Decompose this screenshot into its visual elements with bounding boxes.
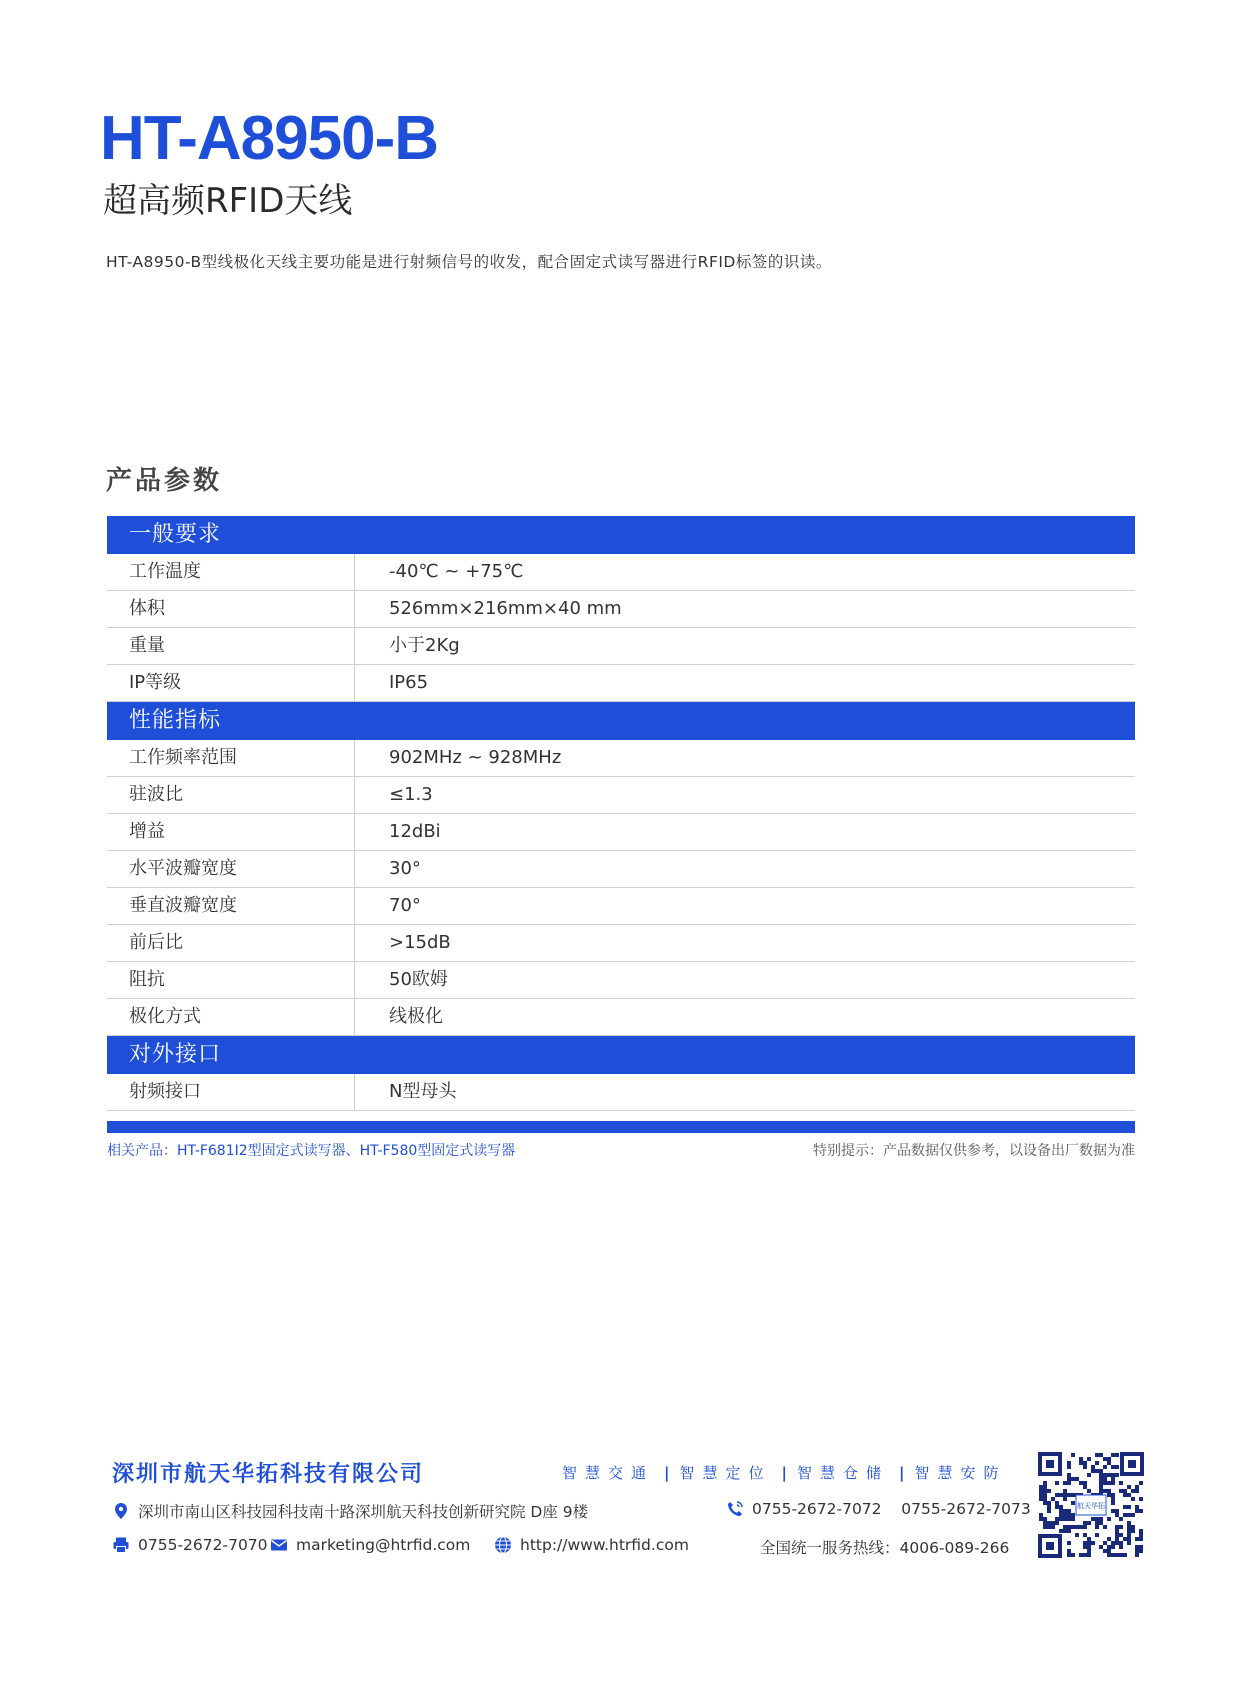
qr-module <box>1067 1477 1071 1481</box>
table-row <box>107 777 1135 814</box>
qr-module <box>1079 1525 1083 1529</box>
fax-number: 0755-2672-7070 <box>138 1536 268 1554</box>
qr-module <box>1083 1481 1087 1485</box>
phone-line <box>726 1500 1031 1518</box>
qr-module <box>1139 1529 1143 1533</box>
row-label: 极化方式 <box>107 999 355 1035</box>
qr-code <box>1038 1452 1144 1558</box>
row-value: 小于2Kg <box>389 635 460 656</box>
table-row <box>107 1074 1135 1111</box>
qr-module <box>1107 1549 1111 1553</box>
qr-module <box>1091 1465 1095 1469</box>
qr-module <box>1135 1545 1139 1549</box>
row-label: 工作温度 <box>107 554 355 590</box>
qr-module <box>1107 1481 1111 1485</box>
address-text: 深圳市南山区科技园科技南十路深圳航天科技创新研究院 D座 9楼 <box>138 1503 589 1521</box>
qr-module <box>1107 1473 1111 1477</box>
row-value: 50欧姆 <box>389 969 448 990</box>
row-label: 前后比 <box>107 925 355 961</box>
row-label: 垂直波瓣宽度 <box>107 888 355 924</box>
fax-icon <box>112 1536 130 1554</box>
hotline-line <box>760 1536 1009 1558</box>
qr-module <box>1087 1545 1091 1549</box>
qr-module <box>1127 1513 1131 1517</box>
qr-module <box>1123 1489 1127 1493</box>
service-item: 智慧交通 <box>562 1464 655 1482</box>
qr-module <box>1039 1489 1043 1493</box>
qr-module <box>1111 1545 1115 1549</box>
qr-module <box>1099 1453 1103 1457</box>
qr-module <box>1123 1513 1127 1517</box>
qr-module <box>1047 1525 1051 1529</box>
qr-module <box>1139 1537 1143 1541</box>
qr-module <box>1107 1553 1111 1557</box>
qr-module <box>1123 1505 1127 1509</box>
service-list <box>562 1462 1007 1483</box>
qr-module <box>1127 1505 1131 1509</box>
qr-module <box>1127 1521 1131 1525</box>
qr-module <box>1091 1469 1095 1473</box>
qr-module <box>1055 1493 1059 1497</box>
qr-module <box>1127 1533 1131 1537</box>
qr-module <box>1075 1533 1079 1537</box>
qr-module <box>1063 1481 1067 1485</box>
mail-icon <box>270 1536 288 1554</box>
hotline-text: 全国统一服务热线：4006-089-266 <box>760 1539 1010 1557</box>
qr-module <box>1083 1485 1087 1489</box>
qr-module <box>1087 1549 1091 1553</box>
qr-module <box>1067 1465 1071 1469</box>
qr-module <box>1103 1481 1107 1485</box>
qr-module <box>1059 1529 1063 1533</box>
qr-module <box>1043 1489 1047 1493</box>
qr-module <box>1091 1541 1095 1545</box>
qr-module <box>1127 1485 1131 1489</box>
qr-module <box>1131 1513 1135 1517</box>
qr-module <box>1115 1537 1119 1541</box>
qr-module <box>1047 1509 1051 1513</box>
qr-module <box>1119 1553 1123 1557</box>
qr-module <box>1119 1525 1123 1529</box>
qr-module <box>1111 1509 1115 1513</box>
qr-module <box>1139 1509 1143 1513</box>
qr-module <box>1139 1549 1143 1553</box>
qr-module <box>1079 1553 1083 1557</box>
qr-module <box>1063 1517 1067 1521</box>
qr-module <box>1047 1521 1051 1525</box>
qr-module <box>1111 1453 1115 1457</box>
qr-module <box>1135 1553 1139 1557</box>
qr-module <box>1107 1545 1111 1549</box>
qr-module <box>1111 1493 1115 1497</box>
qr-module <box>1127 1529 1131 1533</box>
qr-module <box>1083 1525 1087 1529</box>
qr-module <box>1043 1497 1047 1501</box>
qr-module <box>1071 1513 1075 1517</box>
service-separator: | <box>781 1463 787 1482</box>
row-value: 70° <box>389 895 421 916</box>
table-row <box>107 999 1135 1036</box>
qr-module <box>1063 1529 1067 1533</box>
qr-module <box>1115 1553 1119 1557</box>
qr-module <box>1067 1529 1071 1533</box>
qr-module <box>1115 1513 1119 1517</box>
related-products: 相关产品：HT-F681I2型固定式读写器、HT-F580型固定式读写器 <box>107 1143 516 1159</box>
qr-module <box>1107 1457 1111 1461</box>
qr-module <box>1087 1521 1091 1525</box>
qr-module <box>1063 1489 1067 1493</box>
table-end-bar <box>107 1121 1135 1133</box>
qr-module <box>1079 1457 1083 1461</box>
qr-module <box>1123 1537 1127 1541</box>
qr-module <box>1083 1465 1087 1469</box>
qr-module <box>1059 1513 1063 1517</box>
qr-module <box>1067 1481 1071 1485</box>
email-address[interactable]: marketing@htrfid.com <box>296 1536 471 1554</box>
address-line <box>112 1500 588 1522</box>
service-item: 智慧安防 <box>914 1464 1007 1482</box>
qr-module <box>1099 1545 1103 1549</box>
row-label: 驻波比 <box>107 777 355 813</box>
qr-module <box>1111 1541 1115 1545</box>
row-label: 增益 <box>107 814 355 850</box>
email-line <box>270 1536 470 1554</box>
qr-module <box>1055 1521 1059 1525</box>
qr-module <box>1139 1545 1143 1549</box>
globe-icon <box>494 1536 512 1554</box>
qr-module <box>1111 1501 1115 1505</box>
row-label: 重量 <box>107 628 355 664</box>
qr-module <box>1075 1477 1079 1481</box>
qr-module <box>1115 1509 1119 1513</box>
product-description: HT-A8950-B型线极化天线主要功能是进行射频信号的收发，配合固定式读写器进行RFID标签的识读。 <box>106 253 832 271</box>
qr-module <box>1091 1517 1095 1521</box>
data-notice: 特别提示：产品数据仅供参考，以设备出厂数据为准 <box>813 1143 1135 1159</box>
table-row <box>107 665 1135 702</box>
service-separator: | <box>899 1463 905 1482</box>
qr-module <box>1043 1485 1047 1489</box>
qr-module <box>1059 1505 1063 1509</box>
qr-module <box>1067 1493 1071 1497</box>
product-model-title: HT-A8950-B <box>100 104 438 173</box>
qr-module <box>1087 1457 1091 1461</box>
row-label: 工作频率范围 <box>107 740 355 776</box>
qr-module <box>1043 1501 1047 1505</box>
qr-module <box>1119 1545 1123 1549</box>
qr-module <box>1127 1525 1131 1529</box>
qr-module <box>1087 1489 1091 1493</box>
qr-module <box>1067 1553 1071 1557</box>
fax-line <box>112 1536 268 1554</box>
row-value: IP65 <box>389 672 429 693</box>
table-row <box>107 554 1135 591</box>
qr-module <box>1107 1489 1111 1493</box>
qr-module <box>1135 1505 1139 1509</box>
qr-module <box>1067 1509 1071 1513</box>
qr-module <box>1043 1521 1047 1525</box>
qr-module <box>1099 1473 1103 1477</box>
qr-module <box>1063 1493 1067 1497</box>
qr-module <box>1111 1477 1115 1481</box>
table-row <box>107 740 1135 777</box>
qr-module <box>1087 1541 1091 1545</box>
table-row <box>107 591 1135 628</box>
qr-module <box>1103 1457 1107 1461</box>
qr-module <box>1107 1537 1111 1541</box>
qr-module <box>1135 1509 1139 1513</box>
qr-module <box>1067 1517 1071 1521</box>
qr-module <box>1119 1481 1123 1485</box>
group-header-general: 一般要求 <box>107 516 1135 554</box>
qr-module <box>1127 1541 1131 1545</box>
table-row <box>107 628 1135 665</box>
qr-module <box>1095 1517 1099 1521</box>
qr-module <box>1107 1461 1111 1465</box>
qr-module <box>1131 1529 1135 1533</box>
row-label: 射频接口 <box>107 1074 355 1110</box>
qr-module <box>1127 1537 1131 1541</box>
qr-module <box>1059 1517 1063 1521</box>
qr-module <box>1067 1473 1071 1477</box>
qr-module <box>1123 1493 1127 1497</box>
qr-module <box>1095 1461 1099 1465</box>
qr-module <box>1103 1465 1107 1469</box>
qr-module <box>1059 1509 1063 1513</box>
qr-module <box>1099 1477 1103 1481</box>
qr-module <box>1111 1465 1115 1469</box>
qr-module <box>1039 1493 1043 1497</box>
group-header-interface: 对外接口 <box>107 1036 1135 1074</box>
qr-module <box>1095 1521 1099 1525</box>
qr-module <box>1135 1549 1139 1553</box>
qr-module <box>1071 1517 1075 1521</box>
qr-module <box>1075 1525 1079 1529</box>
qr-module <box>1135 1485 1139 1489</box>
qr-module <box>1039 1513 1043 1517</box>
row-value: 30° <box>389 858 421 879</box>
table-row <box>107 962 1135 999</box>
location-pin-icon <box>112 1502 130 1520</box>
qr-module <box>1127 1493 1131 1497</box>
qr-module <box>1095 1469 1099 1473</box>
qr-module <box>1043 1481 1047 1485</box>
qr-module <box>1099 1481 1103 1485</box>
qr-module <box>1051 1525 1055 1529</box>
product-subtitle: 超高频RFID天线 <box>103 181 353 221</box>
qr-logo-text: 航天华拓 <box>1077 1502 1105 1510</box>
row-value: -40℃ ~ +75℃ <box>389 561 524 582</box>
qr-module <box>1119 1541 1123 1545</box>
table-row <box>107 814 1135 851</box>
qr-module <box>1107 1493 1111 1497</box>
qr-module <box>1055 1481 1059 1485</box>
qr-module <box>1051 1521 1055 1525</box>
qr-module <box>1071 1453 1075 1457</box>
qr-module <box>1063 1525 1067 1529</box>
qr-module <box>1067 1513 1071 1517</box>
spec-table <box>107 516 1135 1133</box>
qr-module <box>1095 1525 1099 1529</box>
qr-module <box>1055 1505 1059 1509</box>
qr-module <box>1055 1501 1059 1505</box>
qr-module <box>1079 1481 1083 1485</box>
qr-module <box>1071 1525 1075 1529</box>
qr-module <box>1039 1517 1043 1521</box>
qr-module <box>1103 1525 1107 1529</box>
qr-module <box>1067 1525 1071 1529</box>
website-line <box>494 1536 689 1554</box>
qr-module <box>1099 1469 1103 1473</box>
qr-module <box>1135 1489 1139 1493</box>
qr-module <box>1095 1453 1099 1457</box>
qr-module <box>1083 1533 1087 1537</box>
qr-module <box>1099 1485 1103 1489</box>
qr-module <box>1087 1553 1091 1557</box>
qr-module <box>1071 1501 1075 1505</box>
qr-module <box>1115 1473 1119 1477</box>
qr-module <box>1119 1533 1123 1537</box>
qr-module <box>1071 1553 1075 1557</box>
qr-module <box>1115 1529 1119 1533</box>
qr-module <box>1063 1513 1067 1517</box>
qr-module <box>1131 1525 1135 1529</box>
qr-module <box>1051 1497 1055 1501</box>
qr-module <box>1139 1497 1143 1501</box>
qr-module <box>1047 1501 1051 1505</box>
row-value: 12dBi <box>389 821 441 842</box>
qr-module <box>1055 1517 1059 1521</box>
row-value: 526mm×216mm×40 mm <box>389 598 622 619</box>
qr-module <box>1071 1477 1075 1481</box>
qr-module <box>1087 1473 1091 1477</box>
service-separator: | <box>664 1463 670 1482</box>
qr-module <box>1079 1461 1083 1465</box>
phone-icon <box>726 1500 744 1518</box>
table-row <box>107 888 1135 925</box>
qr-module <box>1067 1549 1071 1553</box>
qr-module <box>1139 1481 1143 1485</box>
qr-module <box>1111 1473 1115 1477</box>
row-value: >15dB <box>389 932 451 953</box>
qr-module <box>1099 1517 1103 1521</box>
row-value: 902MHz ~ 928MHz <box>389 747 562 768</box>
qr-module <box>1039 1497 1043 1501</box>
qr-module <box>1115 1525 1119 1529</box>
company-name: 深圳市航天华拓科技有限公司 <box>112 1462 425 1487</box>
row-value: N型母头 <box>389 1081 457 1102</box>
qr-module <box>1083 1541 1087 1545</box>
qr-module <box>1047 1505 1051 1509</box>
qr-module <box>1111 1553 1115 1557</box>
qr-module <box>1103 1477 1107 1481</box>
website-url[interactable]: http://www.htrfid.com <box>520 1536 689 1554</box>
qr-module <box>1083 1521 1087 1525</box>
qr-module <box>1119 1489 1123 1493</box>
row-label: 水平波瓣宽度 <box>107 851 355 887</box>
qr-module <box>1099 1489 1103 1493</box>
qr-module <box>1107 1517 1111 1521</box>
qr-module <box>1067 1461 1071 1465</box>
qr-module <box>1103 1549 1107 1553</box>
qr-module <box>1095 1533 1099 1537</box>
table-row <box>107 851 1135 888</box>
qr-module <box>1059 1493 1063 1497</box>
qr-module <box>1099 1521 1103 1525</box>
qr-module <box>1063 1497 1067 1501</box>
specs-section-title: 产品参数 <box>106 466 223 496</box>
qr-module <box>1067 1541 1071 1545</box>
qr-module <box>1119 1517 1123 1521</box>
qr-module <box>1063 1509 1067 1513</box>
phone-numbers: 0755-2672-7072 0755-2672-7073 <box>752 1500 1031 1518</box>
service-item: 智慧定位 <box>679 1464 772 1482</box>
row-label: IP等级 <box>107 665 355 701</box>
qr-module <box>1111 1481 1115 1485</box>
qr-module <box>1083 1553 1087 1557</box>
qr-module <box>1043 1525 1047 1529</box>
group-header-performance: 性能指标 <box>107 702 1135 740</box>
row-value: 线极化 <box>389 1006 443 1027</box>
table-row <box>107 925 1135 962</box>
qr-module <box>1115 1465 1119 1469</box>
qr-module <box>1039 1485 1043 1489</box>
qr-module <box>1139 1533 1143 1537</box>
qr-module <box>1115 1533 1119 1537</box>
row-label: 阻抗 <box>107 962 355 998</box>
qr-module <box>1071 1493 1075 1497</box>
qr-module <box>1131 1489 1135 1493</box>
qr-module <box>1131 1497 1135 1501</box>
qr-module <box>1103 1541 1107 1545</box>
qr-module <box>1083 1461 1087 1465</box>
qr-module <box>1047 1489 1051 1493</box>
qr-module <box>1115 1541 1119 1545</box>
qr-module <box>1135 1537 1139 1541</box>
qr-module <box>1111 1497 1115 1501</box>
row-label: 体积 <box>107 591 355 627</box>
qr-module <box>1043 1493 1047 1497</box>
service-item: 智慧仓储 <box>797 1464 890 1482</box>
qr-module <box>1115 1453 1119 1457</box>
qr-module <box>1123 1553 1127 1557</box>
qr-module <box>1087 1537 1091 1541</box>
qr-module <box>1083 1545 1087 1549</box>
row-value: ≤1.3 <box>389 784 433 805</box>
qr-module <box>1103 1489 1107 1493</box>
qr-module <box>1103 1473 1107 1477</box>
qr-module <box>1043 1517 1047 1521</box>
